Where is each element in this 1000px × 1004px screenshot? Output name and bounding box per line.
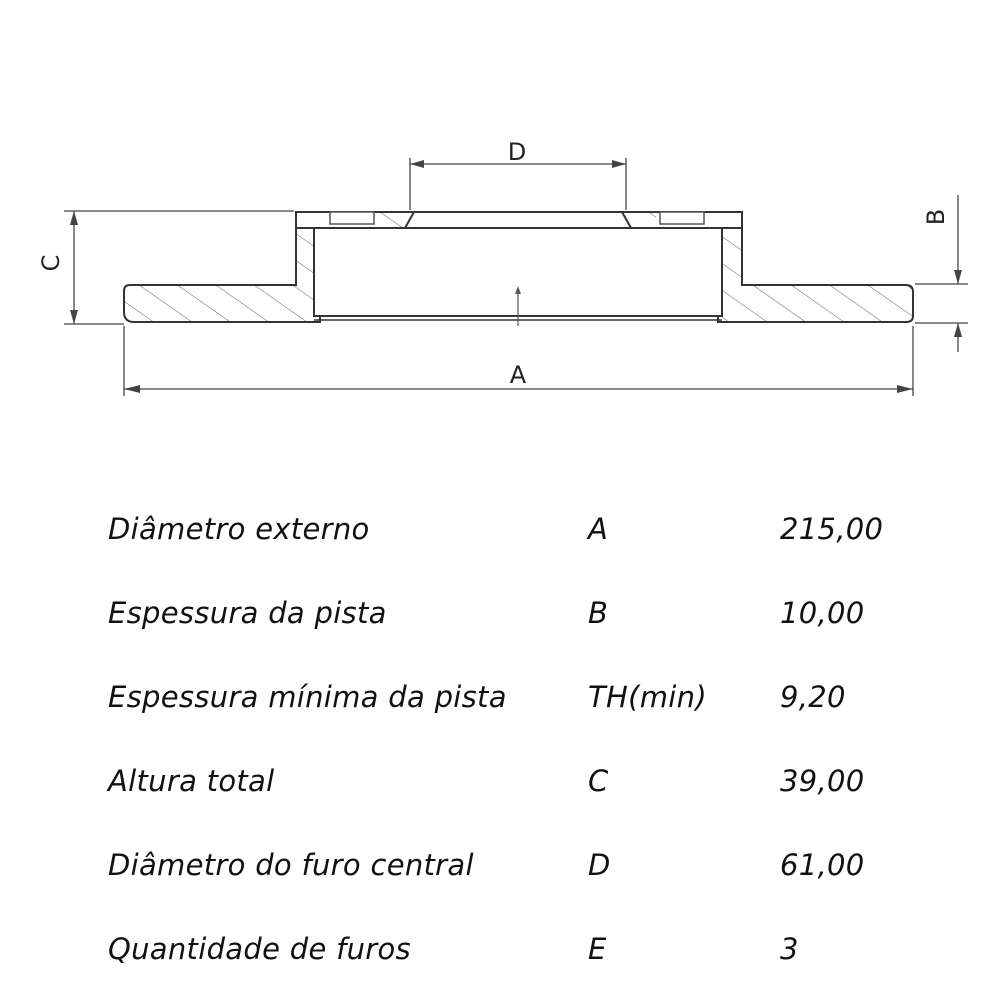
dimension-b [915, 195, 968, 352]
spec-label: Diâmetro do furo central [108, 848, 474, 882]
dimension-label-c: C [37, 254, 65, 272]
spec-label: Espessura da pista [108, 596, 387, 630]
dimension-d [410, 138, 626, 210]
center-hole [405, 212, 631, 228]
spec-row-outer-diameter [108, 500, 968, 584]
spec-row-center-hole-diameter [108, 836, 968, 920]
spec-value: 9,20 [780, 680, 846, 714]
dimension-label-d: D [507, 138, 527, 166]
spec-symbol: B [588, 596, 609, 630]
spec-value: 39,00 [780, 764, 865, 798]
hat-pocket [330, 212, 374, 224]
right-flange [718, 212, 913, 322]
left-flange [124, 212, 320, 322]
brake-disc-section-drawing [0, 0, 1000, 440]
dimension-a [124, 326, 913, 396]
dimension-label-a: A [509, 361, 527, 389]
spec-value: 3 [780, 932, 799, 966]
spec-label: Altura total [108, 764, 275, 798]
spec-value: 215,00 [780, 512, 884, 546]
spec-value: 61,00 [780, 848, 865, 882]
spec-row-total-height [108, 752, 968, 836]
spec-symbol: E [588, 932, 607, 966]
disc-section [124, 212, 913, 326]
spec-row-hole-count [108, 920, 968, 1004]
spec-label: Espessura mínima da pista [108, 680, 507, 714]
spec-label: Quantidade de furos [108, 932, 411, 966]
spec-value: 10,00 [780, 596, 865, 630]
spec-label: Diâmetro externo [108, 512, 370, 546]
spec-symbol: D [588, 848, 611, 882]
spec-row-min-track-thickness [108, 668, 968, 752]
dimension-label-b: B [922, 208, 950, 226]
hat-hatch-right [632, 213, 656, 227]
hat-pocket [660, 212, 704, 224]
spec-symbol: TH(min) [588, 680, 707, 714]
hat-hatch-left [380, 213, 404, 227]
spec-symbol: A [588, 512, 609, 546]
specifications-table [108, 500, 968, 1004]
spec-symbol: C [588, 764, 609, 798]
spec-row-track-thickness [108, 584, 968, 668]
